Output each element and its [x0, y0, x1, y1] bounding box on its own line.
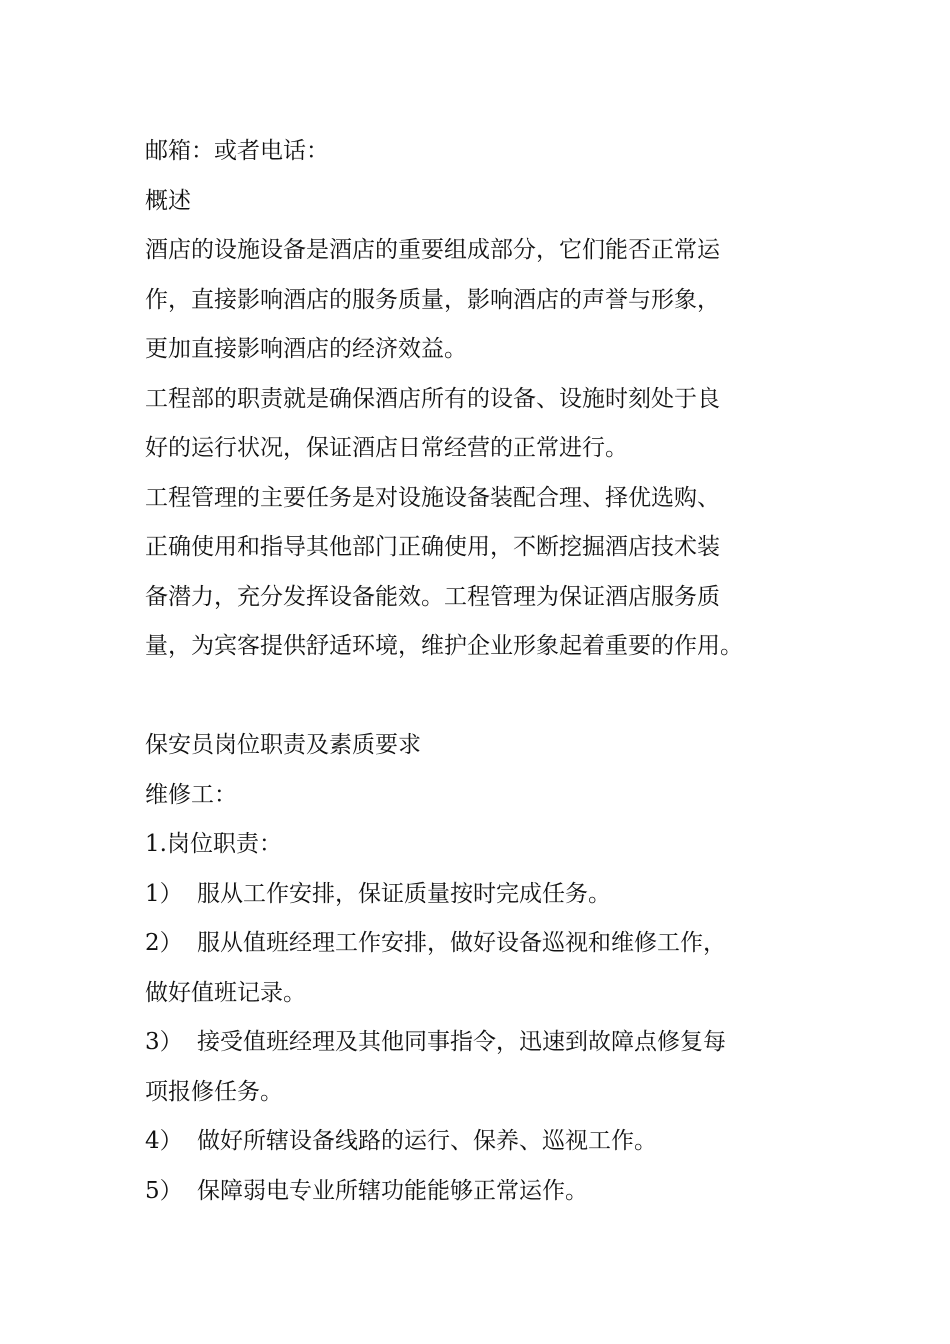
list-item — [145, 870, 845, 920]
list-item — [145, 1117, 845, 1167]
duty-item-1 — [145, 870, 845, 920]
paragraph-line: 酒店的设施设备是酒店的重要组成部分，它们能否正常运 — [145, 237, 720, 263]
item-number: 3） — [145, 1029, 183, 1055]
blank-line — [145, 672, 845, 722]
overview-paragraph-3 — [145, 474, 845, 672]
duty-item-5 — [145, 1167, 845, 1217]
item-text: 保障弱电专业所辖功能能够正常运作。 — [197, 1177, 588, 1204]
item-number: 4） — [145, 1128, 183, 1154]
duty-item-2 — [145, 919, 845, 1018]
section-heading: 保安员岗位职责及素质要求 — [145, 732, 421, 758]
document-body — [145, 127, 845, 1216]
overview-paragraph-1 — [145, 226, 845, 375]
paragraph-line: 作，直接影响酒店的服务质量，影响酒店的声誉与形象， — [145, 286, 720, 313]
item-continuation: 项报修任务。 — [145, 1078, 283, 1105]
list-item — [145, 1167, 845, 1217]
duty-item-4 — [145, 1117, 845, 1167]
overview-paragraph-2 — [145, 375, 845, 474]
list-item — [145, 919, 845, 969]
paragraph-line: 好的运行状况，保证酒店日常经营的正常进行。 — [145, 435, 628, 461]
role-heading: 维修工： — [145, 781, 237, 808]
item-number: 1） — [145, 880, 183, 907]
item-text: 服从工作安排，保证质量按时完成任务。 — [197, 880, 611, 907]
paragraph-line: 备潜力，充分发挥设备能效。工程管理为保证酒店服务质 — [145, 583, 720, 610]
item-text: 接受值班经理及其他同事指令，迅速到故障点修复每 — [197, 1029, 726, 1055]
item-text: 做好所辖设备线路的运行、保养、巡视工作。 — [197, 1128, 657, 1154]
paragraph-line: 正确使用和指导其他部门正确使用，不断挖掘酒店技术装 — [145, 534, 720, 560]
paragraph-line: 工程管理的主要任务是对设施设备装配合理、择优选购、 — [145, 484, 720, 511]
item-continuation: 做好值班记录。 — [145, 979, 306, 1006]
item-number: 2） — [145, 930, 183, 956]
paragraph-line: 工程部的职责就是确保酒店所有的设备、设施时刻处于良 — [145, 385, 720, 412]
list-item — [145, 1018, 845, 1068]
duties-heading: 1.岗位职责： — [145, 831, 282, 857]
item-text: 服从值班经理工作安排，做好设备巡视和维修工作， — [197, 930, 726, 956]
paragraph-line: 量，为宾客提供舒适环境，维护企业形象起着重要的作用。 — [145, 633, 743, 659]
contact-line: 邮箱：或者电话： — [145, 138, 329, 164]
item-number: 5） — [145, 1177, 183, 1204]
overview-heading: 概述 — [145, 187, 191, 214]
paragraph-line: 更加直接影响酒店的经济效益。 — [145, 336, 467, 362]
duty-item-3 — [145, 1018, 845, 1117]
